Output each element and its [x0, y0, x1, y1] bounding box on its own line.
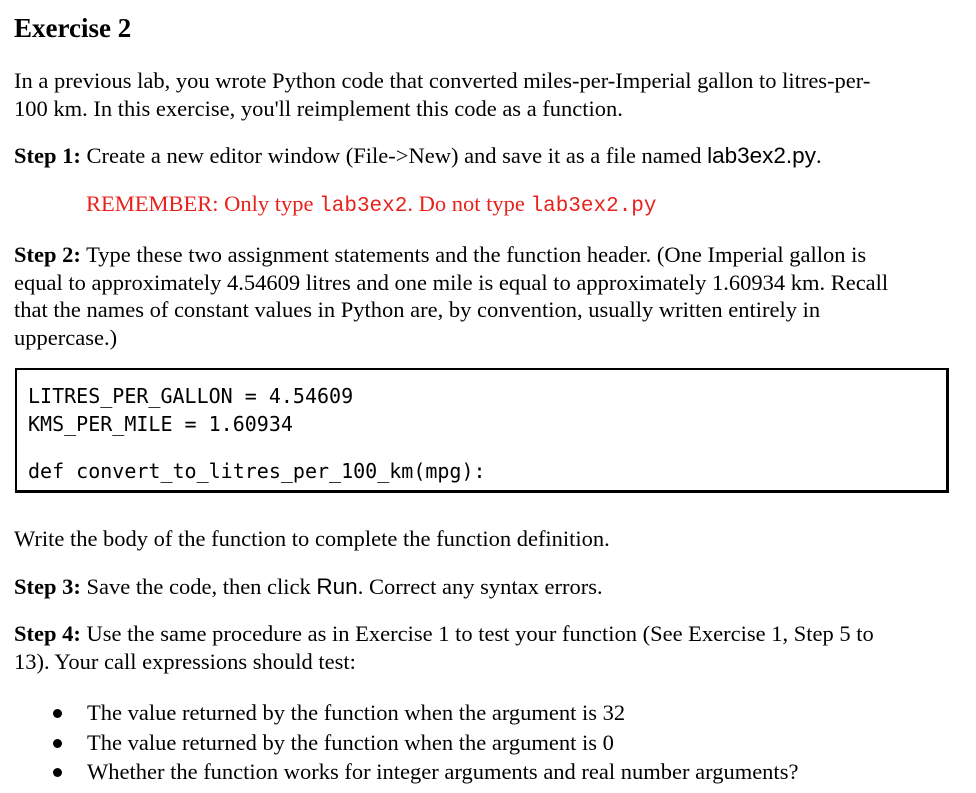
test-bullet-list [14, 698, 798, 787]
step-3-paragraph [14, 573, 956, 601]
step-4-label: Step 4: [14, 621, 81, 646]
step-1-end: . [815, 143, 822, 168]
code-line-2: KMS_PER_MILE = 1.60934 [28, 412, 293, 436]
step-1-filename: lab3ex2.py [707, 143, 816, 168]
step-2-paragraph [14, 241, 956, 351]
bullet-icon [53, 768, 62, 777]
bullet-icon [53, 709, 62, 718]
bullet-text: The value returned by the function when the argument is 0 [87, 729, 614, 755]
bullet-icon [53, 739, 62, 748]
bullet-text: The value returned by the function when the argument is 32 [87, 700, 626, 725]
code-line-3: def convert_to_litres_per_100_km(mpg): [28, 459, 486, 483]
remember-mid: . Do not type [407, 191, 531, 216]
step-4-line-2: 13). Your call expressions should test: [14, 648, 356, 674]
step-2-line-2: equal to approximately 4.54609 litres and one mile is equal to approximately 1.60934 km. Recall [14, 269, 889, 295]
code-line-1: LITRES_PER_GALLON = 4.54609 [28, 384, 354, 408]
step-1-label: Step 1: [14, 143, 81, 168]
step-4-paragraph [14, 620, 956, 675]
step-3-end: . Correct any syntax errors. [357, 574, 603, 599]
step-1-paragraph [14, 142, 956, 170]
list-item [14, 757, 798, 787]
list-item [14, 728, 798, 758]
step-3-text: Save the code, then click [80, 574, 317, 599]
body-instruction: Write the body of the function to complete the function definition. [14, 526, 610, 551]
exercise-title: Exercise 2 [14, 13, 132, 43]
step-3-run: Run [316, 574, 358, 599]
remember-lead: REMEMBER: Only type [86, 191, 320, 216]
remember-note [86, 190, 657, 220]
bullet-text: Whether the function works for integer arguments and real number arguments? [87, 759, 799, 784]
step-2-label: Step 2: [14, 242, 81, 267]
remember-code-1: lab3ex2 [319, 195, 408, 218]
intro-line-1: In a previous lab, you wrote Python code that converted miles-per-Imperial gallon to litres-per- [14, 68, 871, 93]
step-2-line-1: Type these two assignment statements and the function header. (One Imperial gallon is [80, 242, 867, 267]
step-4-line-1: Use the same procedure as in Exercise 1 to test your function (See Exercise 1, Step 5 to [80, 621, 874, 646]
intro-paragraph [14, 67, 956, 122]
step-1-text: Create a new editor window (File->New) and save it as a file named [80, 143, 708, 168]
step-3-label: Step 3: [14, 574, 81, 599]
code-block [15, 368, 949, 493]
step-2-line-4: uppercase.) [14, 324, 118, 350]
list-item [14, 698, 798, 728]
remember-code-2: lab3ex2.py [530, 195, 657, 218]
intro-line-2: 100 km. In this exercise, you'll reimplement this code as a function. [14, 95, 623, 121]
step-2-line-3: that the names of constant values in Python are, by convention, usually written entirely in [14, 297, 821, 322]
